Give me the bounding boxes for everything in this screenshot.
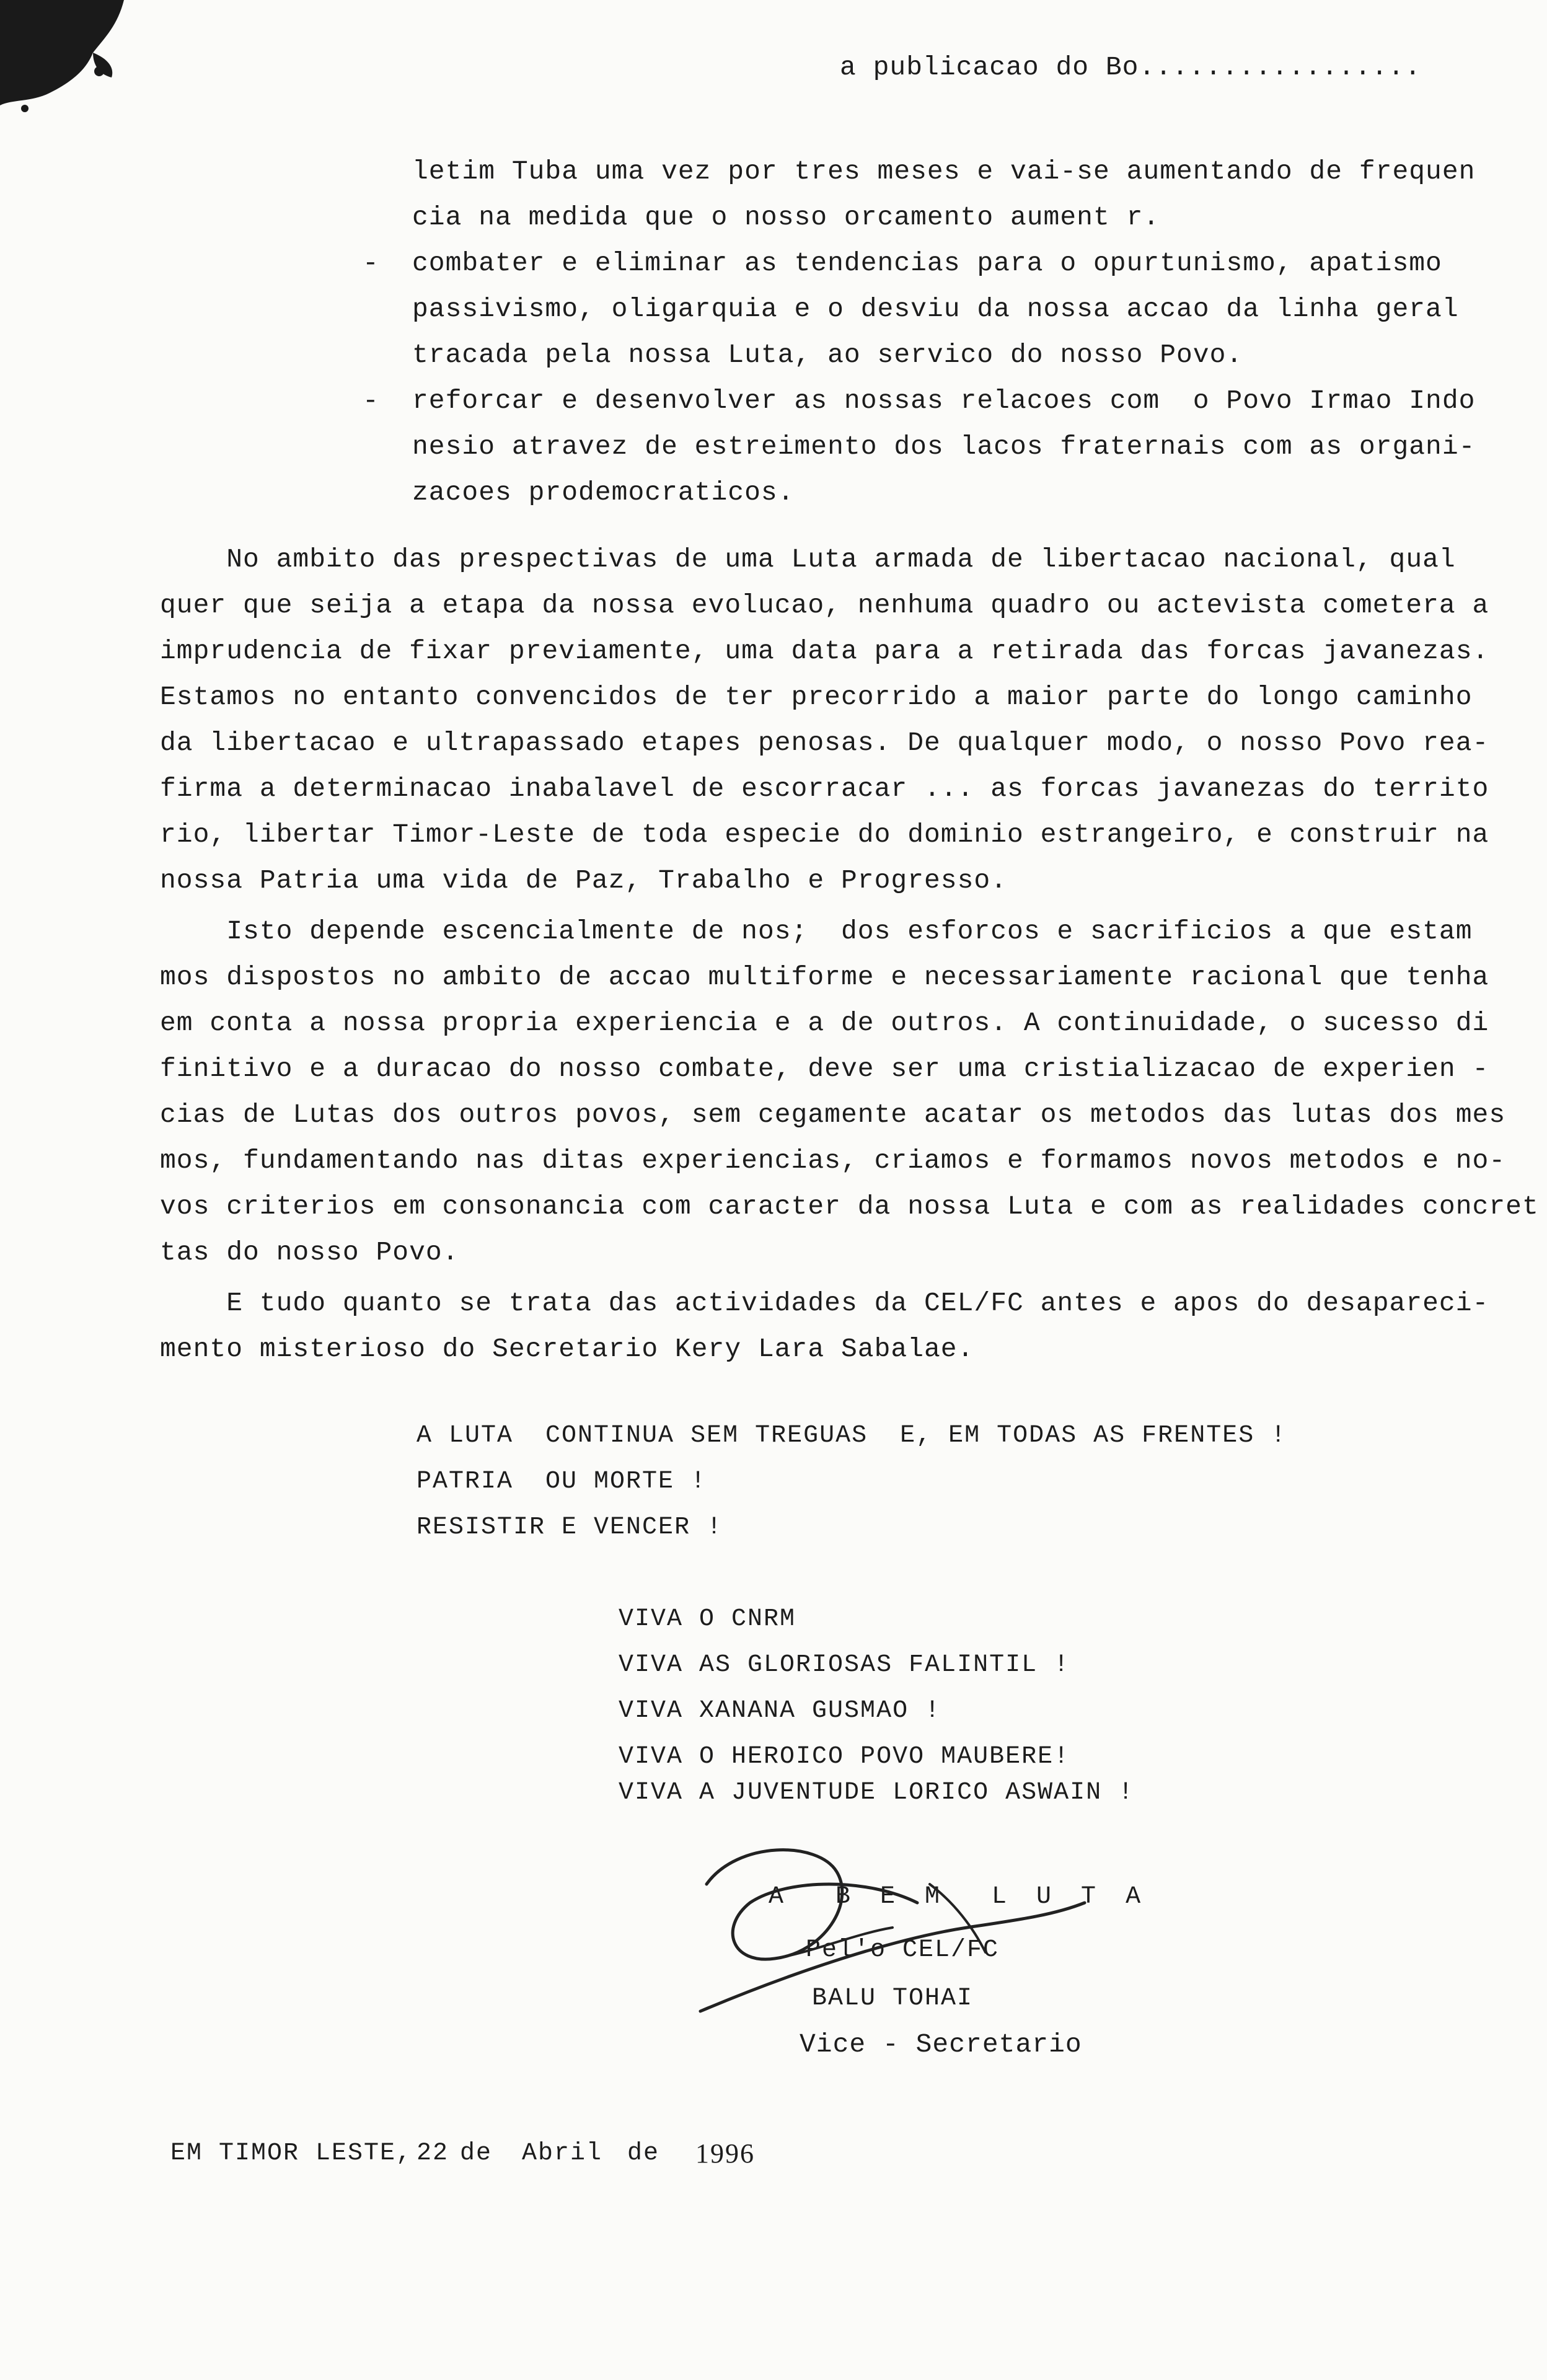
viva-line-5: VIVA A JUVENTUDE LORICO ASWAIN ! bbox=[619, 1779, 1135, 1807]
paragraph-1-line-8: nossa Patria uma vida de Paz, Trabalho e Progresso. bbox=[160, 865, 1008, 896]
ink-blot-mark bbox=[0, 0, 136, 124]
paragraph-1-line-4: Estamos no entanto convencidos de ter precorrido a maior parte do longo caminho bbox=[160, 682, 1473, 712]
viva-line-1: VIVA O CNRM bbox=[619, 1605, 796, 1633]
paragraph-2-line-7: vos criterios em consonancia com caracter da nossa Luta e com as realidades concret bbox=[160, 1191, 1539, 1222]
paragraph-2-line-1: Isto depende escencialmente de nos; dos esforcos e sacrificios a que estam bbox=[160, 916, 1473, 946]
closing-line: A B E M L U T A bbox=[769, 1883, 1148, 1911]
slogan-line-2: PATRIA OU MORTE ! bbox=[416, 1468, 707, 1496]
slogan-line-3: RESISTIR E VENCER ! bbox=[416, 1514, 723, 1541]
bullet-cont-line-2: cia na medida que o nosso orcamento aument r. bbox=[412, 202, 1160, 232]
bullet-1-line-3: tracada pela nossa Luta, ao servico do nosso Povo. bbox=[412, 340, 1243, 370]
signature-org: Pel'o CEL/FC bbox=[806, 1936, 1000, 1964]
footer-day: 22 bbox=[416, 2140, 449, 2167]
bullet-cont-line-1: letim Tuba uma vez por tres meses e vai-se aumentando de frequen bbox=[412, 156, 1476, 187]
handwritten-signature bbox=[682, 1835, 1153, 2021]
paragraph-1-line-3: imprudencia de fixar previamente, uma data para a retirada das forcas javanezas. bbox=[160, 636, 1489, 666]
paragraph-1-line-1: No ambito das prespectivas de uma Luta armada de libertacao nacional, qual bbox=[160, 544, 1456, 575]
signatory-role: Vice - Secretario bbox=[800, 2029, 1082, 2060]
viva-line-2: VIVA AS GLORIOSAS FALINTIL ! bbox=[619, 1651, 1070, 1679]
paragraph-1-line-5: da libertacao e ultrapassado etapes penosas. De qualquer modo, o nosso Povo rea- bbox=[160, 728, 1489, 758]
footer-de-2: de bbox=[627, 2140, 660, 2167]
paragraph-3-line-1: E tudo quanto se trata das actividades da CEL/FC antes e apos do desapareci- bbox=[160, 1288, 1489, 1318]
paragraph-1-line-2: quer que seija a etapa da nossa evolucao, nenhuma quadro ou actevista cometera a bbox=[160, 590, 1489, 620]
bullet-2-line-3: zacoes prodemocraticos. bbox=[412, 477, 795, 508]
paragraph-2-line-3: em conta a nossa propria experiencia e a de outros. A continuidade, o sucesso di bbox=[160, 1008, 1489, 1038]
paragraph-1-line-7: rio, libertar Timor-Leste de toda especie do dominio estrangeiro, e construir na bbox=[160, 819, 1489, 850]
footer-year: 1996 bbox=[695, 2138, 755, 2169]
viva-line-4: VIVA O HEROICO POVO MAUBERE! bbox=[619, 1743, 1070, 1771]
signatory-name: BALU TOHAI bbox=[812, 1985, 974, 2012]
footer-place: EM TIMOR LESTE, bbox=[170, 2140, 413, 2167]
paragraph-2-line-8: tas do nosso Povo. bbox=[160, 1237, 459, 1267]
paragraph-2-line-2: mos dispostos no ambito de accao multiforme e necessariamente racional que tenha bbox=[160, 962, 1489, 992]
paragraph-1-line-6: firma a determinacao inabalavel de escorracar ... as forcas javanezas do territo bbox=[160, 774, 1489, 804]
bullet-2-line-1: reforcar e desenvolver as nossas relacoes com o Povo Irmao Indo bbox=[412, 386, 1476, 416]
paragraph-2-line-6: mos, fundamentando nas ditas experiencias, criamos e formamos novos metodos e no- bbox=[160, 1145, 1506, 1176]
slogan-line-1: A LUTA CONTINUA SEM TREGUAS E, EM TODAS AS FRENTES ! bbox=[416, 1422, 1287, 1450]
bullet-dash: - bbox=[363, 386, 379, 416]
bullet-1-line-1: combater e eliminar as tendencias para o opurtunismo, apatismo bbox=[412, 248, 1442, 278]
bullet-2-line-2: nesio atravez de estreimento dos lacos fraternais com as organi- bbox=[412, 431, 1476, 462]
bullet-1-line-2: passivismo, oligarquia e o desviu da nossa accao da linha geral bbox=[412, 294, 1459, 324]
bullet-dash: - bbox=[363, 248, 379, 278]
continued-header: a publicacao do Bo................. bbox=[840, 52, 1422, 82]
paragraph-2-line-4: finitivo e a duracao do nosso combate, deve ser uma cristializacao de experien - bbox=[160, 1054, 1489, 1084]
paragraph-3-line-2: mento misterioso do Secretario Kery Lara Sabalae. bbox=[160, 1334, 974, 1364]
footer-month: Abril bbox=[522, 2140, 603, 2167]
footer-de-1: de bbox=[460, 2140, 493, 2167]
viva-line-3: VIVA XANANA GUSMAO ! bbox=[619, 1697, 941, 1725]
paragraph-2-line-5: cias de Lutas dos outros povos, sem cegamente acatar os metodos das lutas dos mes bbox=[160, 1100, 1506, 1130]
